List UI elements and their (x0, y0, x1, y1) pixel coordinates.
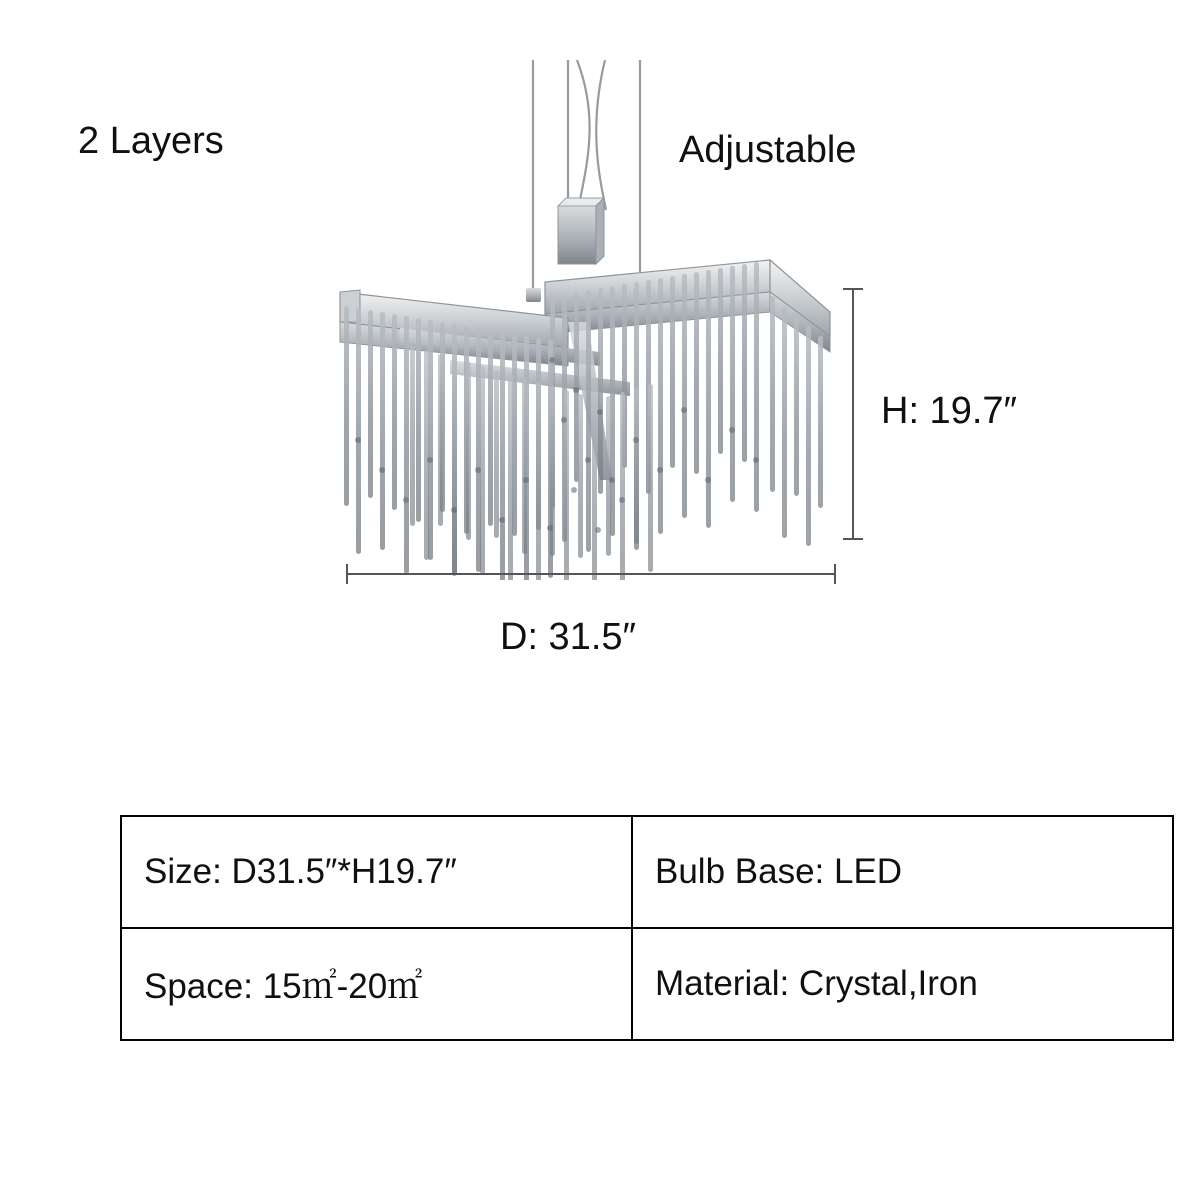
table-row (121, 816, 1173, 928)
chandelier-illustration (300, 60, 880, 580)
specification-table (120, 815, 1174, 1041)
height-cap-bottom (843, 538, 863, 540)
height-dimension-label: H: 19.7″ (881, 390, 1017, 432)
diameter-cap-left (346, 564, 348, 584)
spec-size: Size: D31.5″*H19.7″ (121, 816, 632, 928)
canopy-box (558, 198, 604, 264)
diameter-dimension-label: D: 31.5″ (500, 616, 636, 658)
height-dimension-line (852, 288, 854, 540)
spec-bulb-base: Bulb Base: LED (632, 816, 1173, 928)
spec-space: Space: 15㎡-20㎡ (121, 928, 632, 1040)
diameter-cap-right (834, 564, 836, 584)
diameter-dimension-line (346, 573, 836, 575)
height-cap-top (843, 288, 863, 290)
layers-label: 2 Layers (78, 120, 224, 162)
cord-clip (526, 288, 541, 302)
adjustable-label: Adjustable (679, 129, 857, 171)
table-row (121, 928, 1173, 1040)
spec-material: Material: Crystal,Iron (632, 928, 1173, 1040)
